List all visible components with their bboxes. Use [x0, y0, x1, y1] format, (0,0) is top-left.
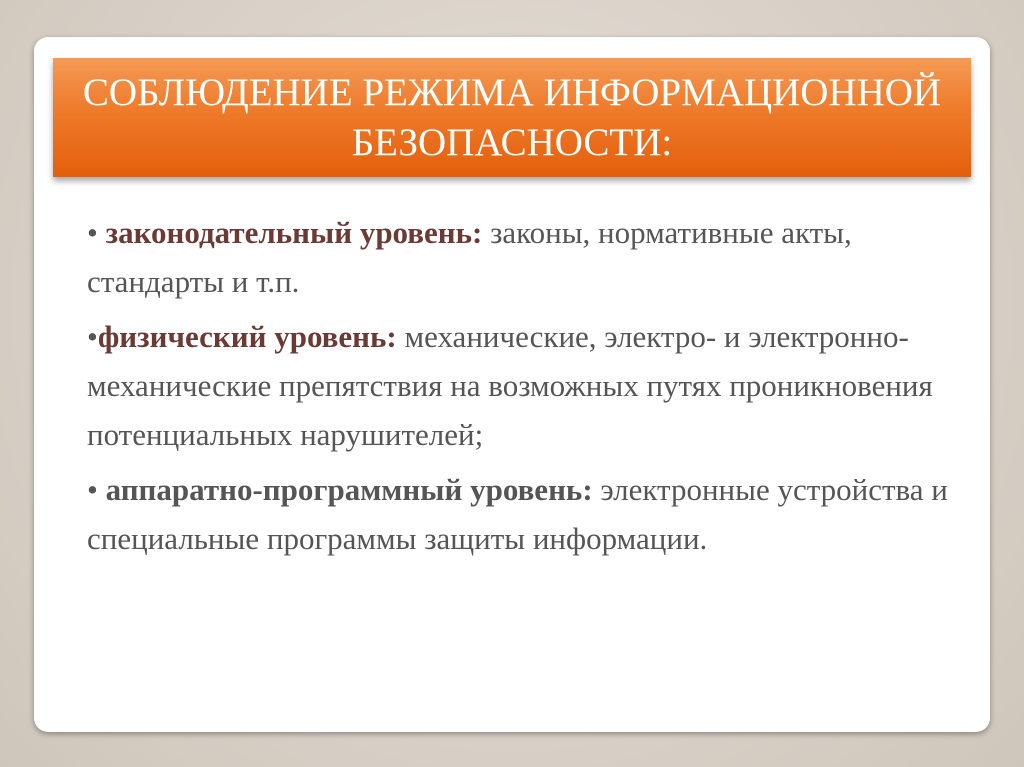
- content-list: [87, 208, 967, 569]
- bullet-marker: •: [87, 319, 98, 354]
- list-item-physical: [87, 312, 967, 459]
- item-heading: физический уровень:: [97, 319, 397, 354]
- title-banner: [53, 58, 971, 177]
- item-body: механические, электро- и электронно-механические препятствия на возможных путях проникновения потенциальных нарушителей;: [87, 319, 933, 452]
- bullet-marker: •: [87, 215, 106, 250]
- title-line-1: СОБЛЮДЕНИЕ РЕЖИМА ИНФОРМАЦИОННОЙ: [82, 70, 942, 114]
- item-heading: законодательный уровень:: [105, 215, 483, 250]
- list-item-hardware-software: [87, 465, 967, 563]
- item-heading: аппаратно-программный уровень:: [105, 472, 593, 507]
- title-line-2: БЕЗОПАСНОСТИ:: [351, 120, 673, 164]
- item-body: законы, нормативные акты, стандарты и т.п.: [87, 215, 852, 299]
- item-body: электронные устройства и специальные программы защиты информации.: [87, 472, 948, 556]
- list-item-legislative: [87, 208, 967, 306]
- bullet-marker: •: [87, 472, 106, 507]
